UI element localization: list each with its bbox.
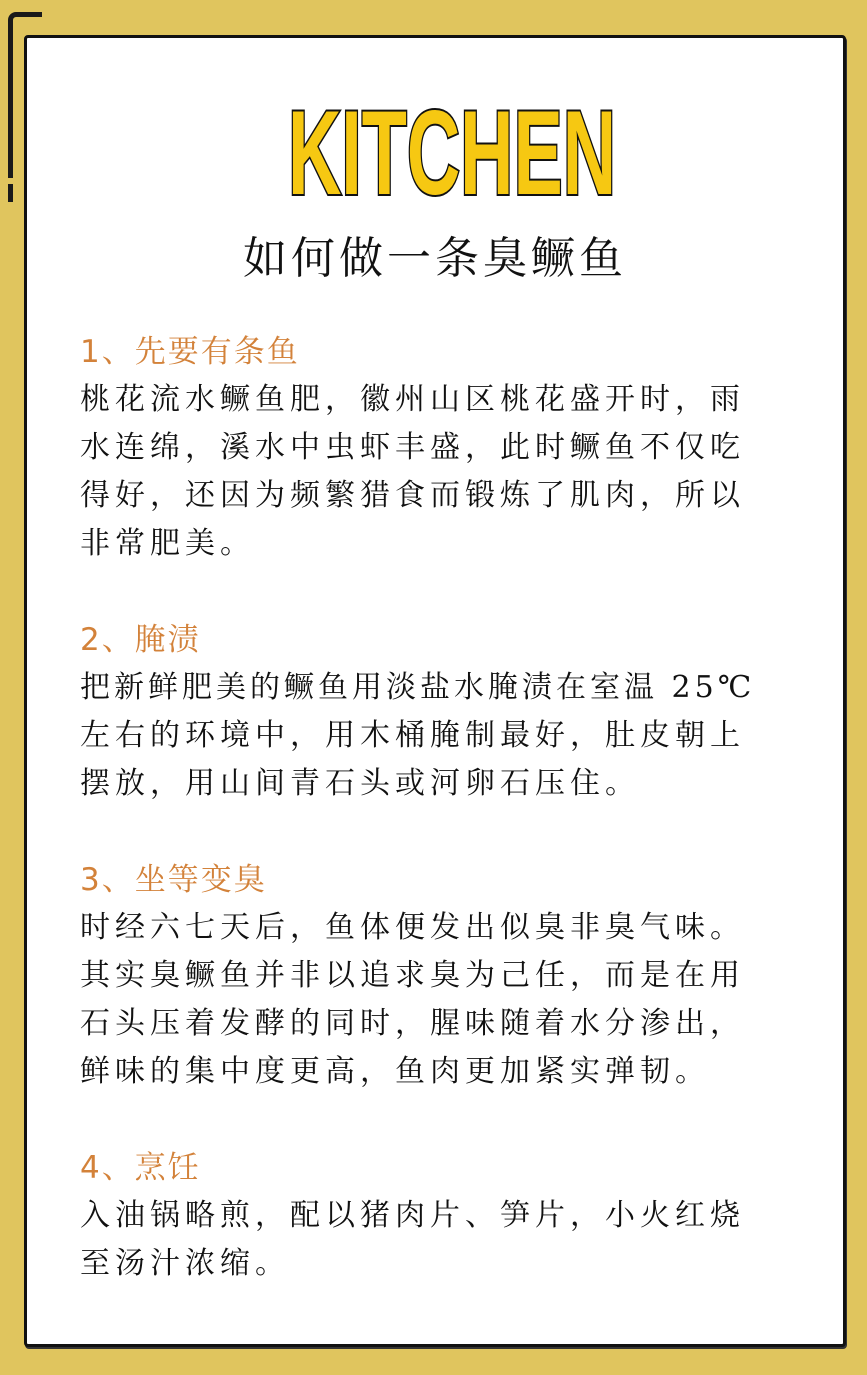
corner-gap — [6, 178, 14, 184]
body-line: 石头压着发酵的同时，腥味随着水分渗出， — [80, 1006, 745, 1041]
section-heading: 1、先要有条鱼 — [80, 334, 300, 370]
body-line: 其实臭鳜鱼并非以追求臭为己任，而是在用 — [80, 958, 745, 993]
section-1 — [80, 328, 820, 568]
body-line: 非常肥美。 — [80, 526, 255, 561]
body-line: 得好，还因为频繁猎食而锻炼了肌肉，所以 — [80, 478, 745, 513]
section-3 — [80, 856, 820, 1096]
body-line: 左右的环境中，用木桶腌制最好，肚皮朝上 — [80, 718, 745, 753]
body-line: 至汤汁浓缩。 — [80, 1246, 290, 1281]
body-line: 摆放，用山间青石头或河卵石压住。 — [80, 766, 640, 801]
body-line: 水连绵，溪水中虫虾丰盛，此时鳜鱼不仅吃 — [80, 430, 745, 465]
section-heading: 3、坐等变臭 — [80, 862, 267, 898]
kitchen-logo — [284, 82, 620, 220]
section-heading: 4、烹饪 — [80, 1150, 201, 1186]
body-line: 桃花流水鳜鱼肥，徽州山区桃花盛开时，雨 — [80, 382, 745, 417]
section-2 — [80, 616, 820, 808]
body-line: 把新鲜肥美的鳜鱼用淡盐水腌渍在室温 25℃ — [80, 670, 756, 705]
page-title: 如何做一条臭鳜鱼 — [243, 233, 627, 284]
body-line: 时经六七天后，鱼体便发出似臭非臭气味。 — [80, 910, 745, 945]
section-4 — [80, 1144, 820, 1288]
body-line: 鲜味的集中度更高，鱼肉更加紧实弹韧。 — [80, 1054, 710, 1089]
body-line: 入油锅略煎，配以猪肉片、笋片，小火红烧 — [80, 1198, 745, 1233]
section-heading: 2、腌渍 — [80, 622, 201, 658]
kitchen-logo-text: KITCHEN — [288, 86, 616, 220]
